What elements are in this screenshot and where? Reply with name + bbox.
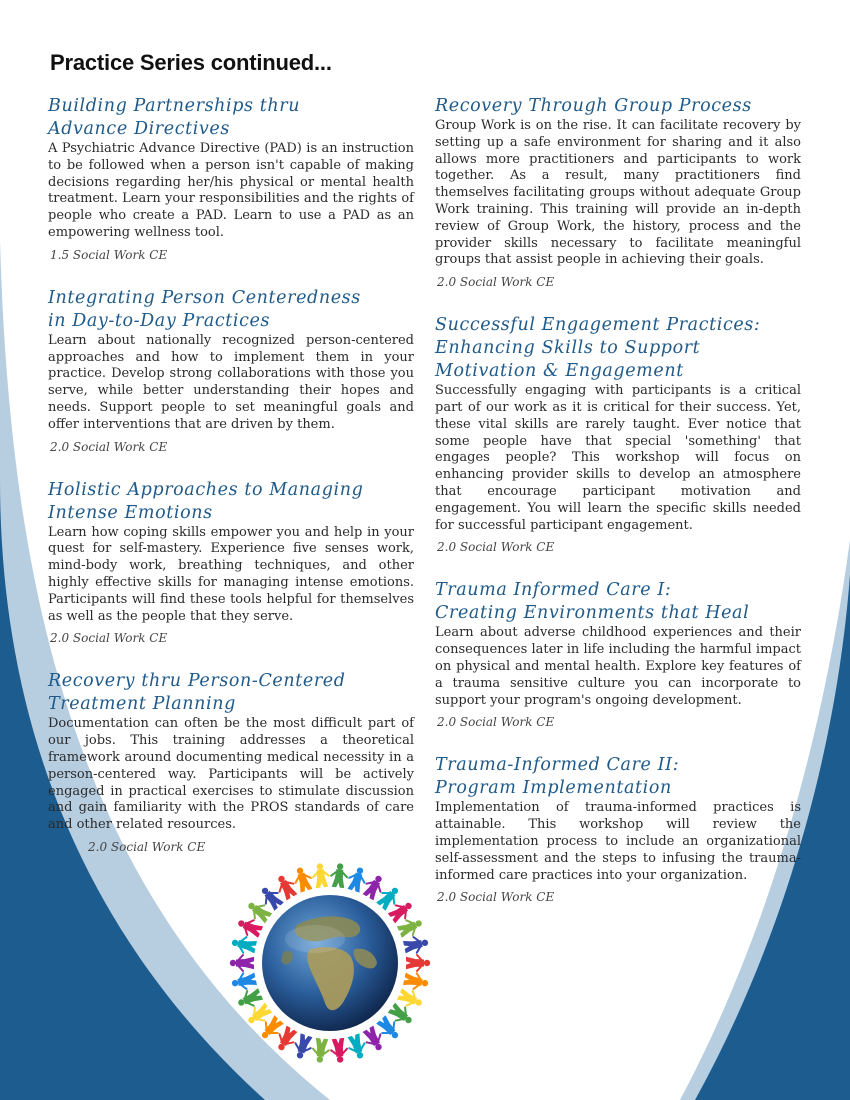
person-figure xyxy=(312,863,330,888)
course-title: Recovery Through Group Process xyxy=(435,96,752,116)
right-column xyxy=(435,95,801,904)
course-group-process xyxy=(435,95,801,289)
course-title: Trauma-Informed Care II: Program Implementation xyxy=(435,755,680,799)
course-trauma-care-1 xyxy=(435,579,801,729)
person-figure xyxy=(291,1034,313,1061)
person-figure xyxy=(273,1026,298,1054)
course-credits: 2.0 Social Work CE xyxy=(437,540,555,555)
person-figure xyxy=(235,987,263,1011)
course-treatment-planning xyxy=(48,670,414,854)
course-trauma-care-2 xyxy=(435,754,801,904)
person-figure xyxy=(397,987,425,1011)
person-figure xyxy=(346,865,368,892)
course-description: Learn about nationally recognized person-centered approaches and how to implement them in your practice. Develop strong collaborations with those you serve, while better understanding their hopes and needs. Support people to set meaningful goals and offer interventions that are driven by them. xyxy=(48,332,414,432)
person-figure xyxy=(244,1002,272,1029)
course-title: Building Partnerships thru Advance Directives xyxy=(48,96,301,139)
course-holistic-approaches xyxy=(48,479,414,646)
course-advance-directives xyxy=(48,95,414,262)
person-figure xyxy=(388,1002,416,1029)
course-credits: 2.0 Social Work CE xyxy=(88,839,206,854)
person-figure xyxy=(312,1039,330,1064)
person-figure xyxy=(397,915,425,939)
course-description: Implementation of trauma-informed practices is attainable. This workshop will review the implementation process to include an organizational self-assessment and the steps to infusing the trauma-informed care practices into your organization. xyxy=(435,800,801,883)
globe-people-illustration xyxy=(225,853,435,1073)
person-figure xyxy=(404,934,430,954)
person-figure xyxy=(330,1039,348,1064)
course-credits: 2.0 Social Work CE xyxy=(50,631,168,646)
course-credits: 2.0 Social Work CE xyxy=(50,439,168,454)
person-figure xyxy=(362,1026,387,1054)
globe-icon xyxy=(225,853,435,1073)
person-figure xyxy=(244,898,272,925)
course-engagement-practices xyxy=(435,314,801,554)
person-figure xyxy=(230,955,253,971)
person-figure xyxy=(273,872,298,900)
course-title: Trauma Informed Care I: Creating Environments that Heal xyxy=(435,580,750,624)
course-title: Integrating Person Centeredness in Day-to-Day Practices xyxy=(48,287,361,331)
person-figure xyxy=(291,865,313,892)
course-credits: 1.5 Social Work CE xyxy=(50,247,168,262)
left-column xyxy=(48,95,414,854)
course-title: Recovery thru Person-Centered Treatment Planning xyxy=(48,671,346,715)
person-figure xyxy=(235,915,263,939)
page-heading: Practice Series continued... xyxy=(50,50,332,75)
course-credits: 2.0 Social Work CE xyxy=(437,715,555,730)
person-figure xyxy=(407,955,430,971)
course-description: A Psychiatric Advance Directive (PAD) is an instruction to be followed when a person isn't capable of making decisions regarding her/his physical or mental health treatment. Learn your responsibilities and the rights of people who create a PAD. Learn to use a PAD as an empowering wellness tool. xyxy=(48,141,414,240)
person-figure xyxy=(404,971,430,991)
person-figure xyxy=(230,971,256,991)
person-figure xyxy=(388,898,416,925)
course-description: Group Work is on the rise. It can facilitate recovery by setting up a safe environment for sharing and it also allows more practitioners and participants to work together. As a result, many practitioners find themselves facilitating groups without adequate Group Work training. This training will provide an in-depth review of Group Work, the history, process and the provider skills necessary to facilitate meaningful groups that assist people in achieving their goals. xyxy=(435,118,801,268)
course-title: Holistic Approaches to Managing Intense Emotions xyxy=(48,479,364,523)
course-description: Successfully engaging with participants is a critical part of our work as it is critical for their success. Yet, these vital skills are rarely taught. Ever notice that some people have that special 'something' that engages people? This workshop will focus on enhancing provider skills to develop an atmosphere that encourage participant motivation and engagement. You will learn the specific skills needed for successful participant engagement. xyxy=(435,383,801,533)
course-description: Learn about adverse childhood experiences and their consequences later in life including the harmful impact on physical and mental health. Explore key features of a trauma sensitive culture you can incorporate to support your program's ongoing development. xyxy=(435,625,801,708)
person-figure xyxy=(330,863,348,888)
course-description: Documentation can often be the most difficult part of our jobs. This training addresses a theoretical framework around documenting medical necessity in a person-centered way. Participants will be actively engaged in practical exercises to stimulate discussion and gain familiarity with the PROS standards of care and other related resources. xyxy=(48,716,414,833)
course-credits: 2.0 Social Work CE xyxy=(437,890,555,905)
person-figure xyxy=(346,1034,368,1061)
course-credits: 2.0 Social Work CE xyxy=(437,275,555,290)
course-person-centeredness xyxy=(48,287,414,454)
person-figure xyxy=(230,934,256,954)
person-figure xyxy=(362,872,387,900)
course-description: Learn how coping skills empower you and help in your quest for self-mastery. Experience five senses work, mind-body work, breathing techniques, and other highly effective skills for managing intense emotions. Participants will find these tools helpful for themselves as well as the people that they serve. xyxy=(48,524,414,624)
course-title: Successful Engagement Practices: Enhancing Skills to Support Motivation & Engagement xyxy=(435,315,761,382)
